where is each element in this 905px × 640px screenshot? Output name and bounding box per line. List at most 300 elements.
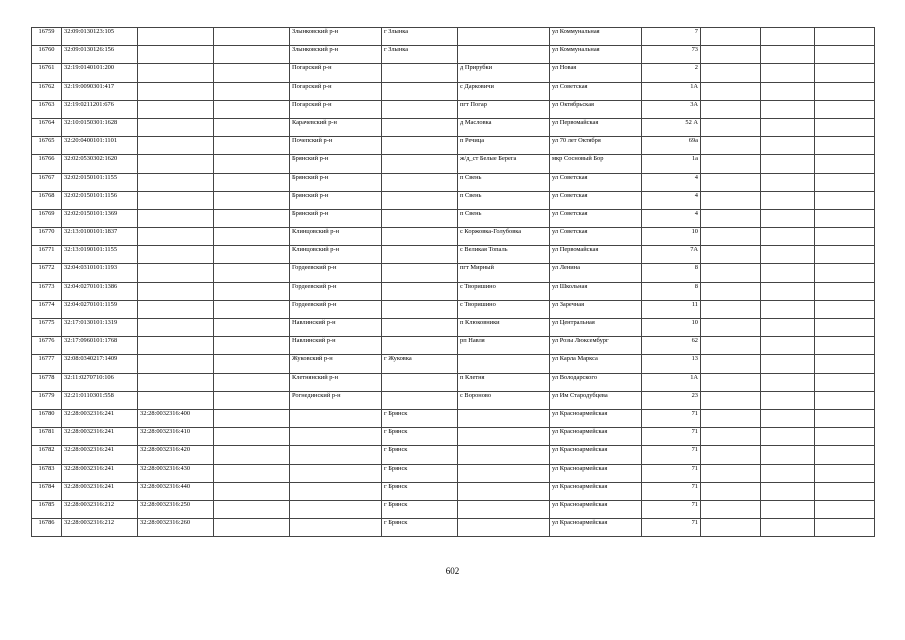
extra-cell — [761, 409, 815, 427]
row-number-cell: 16779 — [32, 391, 62, 409]
street-cell: ул Школьная — [550, 282, 642, 300]
extra-cell — [701, 446, 761, 464]
row-number-cell: 16781 — [32, 428, 62, 446]
cadastral-number-cell: 32:09:0130126:156 — [62, 46, 138, 64]
street-cell: ул Красноармейская — [550, 482, 642, 500]
extra-cell — [815, 209, 875, 227]
cadastral-number-2-cell — [138, 228, 214, 246]
municipality-cell — [214, 464, 290, 482]
cadastral-number-cell: 32:02:0150101:1155 — [62, 173, 138, 191]
district-cell — [290, 428, 382, 446]
extra-cell — [815, 282, 875, 300]
district-cell: Погарский р-н — [290, 82, 382, 100]
municipality-cell — [214, 500, 290, 518]
extra-cell — [815, 300, 875, 318]
extra-cell — [761, 428, 815, 446]
city-cell: г Брянск — [382, 409, 458, 427]
extra-cell — [815, 155, 875, 173]
row-number-cell: 16785 — [32, 500, 62, 518]
extra-cell — [701, 319, 761, 337]
municipality-cell — [214, 409, 290, 427]
cadastral-number-2-cell — [138, 137, 214, 155]
extra-cell — [701, 64, 761, 82]
extra-cell — [761, 64, 815, 82]
settlement-cell: п Свень — [458, 191, 550, 209]
cadastral-number-2-cell — [138, 355, 214, 373]
registry-table — [31, 27, 875, 537]
table-row — [32, 118, 875, 136]
cadastral-number-2-cell — [138, 209, 214, 227]
house-number-cell: 23 — [642, 391, 701, 409]
street-cell: ул Красноармейская — [550, 519, 642, 537]
extra-cell — [815, 64, 875, 82]
table-row — [32, 246, 875, 264]
extra-cell — [701, 209, 761, 227]
cadastral-number-2-cell — [138, 300, 214, 318]
settlement-cell — [458, 428, 550, 446]
extra-cell — [815, 482, 875, 500]
municipality-cell — [214, 191, 290, 209]
page-number: 602 — [445, 566, 460, 576]
extra-cell — [815, 409, 875, 427]
table-row — [32, 46, 875, 64]
table-row — [32, 173, 875, 191]
table-row — [32, 82, 875, 100]
district-cell: Брянский р-н — [290, 155, 382, 173]
extra-cell — [701, 428, 761, 446]
municipality-cell — [214, 391, 290, 409]
row-number-cell: 16767 — [32, 173, 62, 191]
settlement-cell: п Клюковники — [458, 319, 550, 337]
street-cell: ул Октябрьская — [550, 100, 642, 118]
district-cell — [290, 464, 382, 482]
city-cell: г Брянск — [382, 519, 458, 537]
street-cell: ул Им Стародубцева — [550, 391, 642, 409]
cadastral-number-cell: 32:02:0150101:1156 — [62, 191, 138, 209]
cadastral-number-cell: 32:10:0150301:1628 — [62, 118, 138, 136]
cadastral-number-cell: 32:28:0032316:241 — [62, 409, 138, 427]
extra-cell — [761, 82, 815, 100]
extra-cell — [701, 300, 761, 318]
cadastral-number-cell: 32:02:0150101:1369 — [62, 209, 138, 227]
settlement-cell — [458, 500, 550, 518]
street-cell: ул Коммунальная — [550, 28, 642, 46]
cadastral-number-cell: 32:28:0032316:212 — [62, 500, 138, 518]
extra-cell — [761, 173, 815, 191]
extra-cell — [761, 209, 815, 227]
house-number-cell: 71 — [642, 519, 701, 537]
district-cell: Клетнянский р-н — [290, 373, 382, 391]
extra-cell — [701, 373, 761, 391]
extra-cell — [815, 391, 875, 409]
extra-cell — [701, 155, 761, 173]
extra-cell — [701, 118, 761, 136]
table-row — [32, 319, 875, 337]
row-number-cell: 16777 — [32, 355, 62, 373]
city-cell: г Злынка — [382, 28, 458, 46]
cadastral-number-cell: 32:28:0032316:241 — [62, 446, 138, 464]
settlement-cell: п Речица — [458, 137, 550, 155]
row-number-cell: 16773 — [32, 282, 62, 300]
cadastral-number-cell: 32:17:0960101:1768 — [62, 337, 138, 355]
street-cell: ул 70 лет Октября — [550, 137, 642, 155]
row-number-cell: 16764 — [32, 118, 62, 136]
municipality-cell — [214, 100, 290, 118]
street-cell: ул Красноармейская — [550, 428, 642, 446]
house-number-cell: 13 — [642, 355, 701, 373]
house-number-cell: 8 — [642, 264, 701, 282]
extra-cell — [815, 191, 875, 209]
extra-cell — [701, 464, 761, 482]
extra-cell — [761, 191, 815, 209]
district-cell: Клинцовский р-н — [290, 246, 382, 264]
extra-cell — [815, 500, 875, 518]
table-row — [32, 337, 875, 355]
cadastral-number-cell: 32:28:0032316:212 — [62, 519, 138, 537]
district-cell: Навлинский р-н — [290, 337, 382, 355]
settlement-cell — [458, 482, 550, 500]
row-number-cell: 16776 — [32, 337, 62, 355]
settlement-cell: п Свень — [458, 209, 550, 227]
settlement-cell: рп Навля — [458, 337, 550, 355]
street-cell: ул Первомайская — [550, 118, 642, 136]
street-cell: ул Советская — [550, 209, 642, 227]
extra-cell — [815, 137, 875, 155]
city-cell: г Брянск — [382, 500, 458, 518]
extra-cell — [701, 137, 761, 155]
city-cell: г Брянск — [382, 428, 458, 446]
extra-cell — [701, 519, 761, 537]
settlement-cell: п Свень — [458, 173, 550, 191]
district-cell — [290, 409, 382, 427]
extra-cell — [815, 228, 875, 246]
cadastral-number-2-cell: 32:28:0032316:410 — [138, 428, 214, 446]
extra-cell — [815, 428, 875, 446]
house-number-cell: 69а — [642, 137, 701, 155]
municipality-cell — [214, 482, 290, 500]
cadastral-number-2-cell — [138, 64, 214, 82]
cadastral-number-cell: 32:08:0340217:1409 — [62, 355, 138, 373]
settlement-cell: п Клетня — [458, 373, 550, 391]
street-cell: ул Розы Люксембург — [550, 337, 642, 355]
extra-cell — [815, 118, 875, 136]
cadastral-number-2-cell — [138, 155, 214, 173]
row-number-cell: 16763 — [32, 100, 62, 118]
extra-cell — [761, 28, 815, 46]
district-cell: Гордеевский р-н — [290, 300, 382, 318]
table-row — [32, 300, 875, 318]
extra-cell — [761, 319, 815, 337]
row-number-cell: 16761 — [32, 64, 62, 82]
house-number-cell: 71 — [642, 446, 701, 464]
extra-cell — [701, 282, 761, 300]
cadastral-number-2-cell: 32:28:0032316:400 — [138, 409, 214, 427]
extra-cell — [761, 46, 815, 64]
district-cell — [290, 519, 382, 537]
cadastral-number-2-cell — [138, 173, 214, 191]
row-number-cell: 16784 — [32, 482, 62, 500]
municipality-cell — [214, 300, 290, 318]
street-cell: ул Красноармейская — [550, 500, 642, 518]
house-number-cell: 1А — [642, 373, 701, 391]
house-number-cell: 4 — [642, 191, 701, 209]
house-number-cell: 3А — [642, 100, 701, 118]
cadastral-number-cell: 32:28:0032316:241 — [62, 464, 138, 482]
city-cell — [382, 155, 458, 173]
cadastral-number-cell: 32:19:0090301:417 — [62, 82, 138, 100]
city-cell: г Жуковка — [382, 355, 458, 373]
extra-cell — [761, 519, 815, 537]
row-number-cell: 16780 — [32, 409, 62, 427]
row-number-cell: 16775 — [32, 319, 62, 337]
cadastral-number-cell: 32:28:0032316:241 — [62, 428, 138, 446]
extra-cell — [815, 246, 875, 264]
settlement-cell: д Прирубки — [458, 64, 550, 82]
registry-table-body — [32, 28, 875, 537]
city-cell — [382, 173, 458, 191]
district-cell: Брянский р-н — [290, 191, 382, 209]
street-cell: ул Советская — [550, 228, 642, 246]
municipality-cell — [214, 246, 290, 264]
extra-cell — [701, 46, 761, 64]
extra-cell — [701, 500, 761, 518]
cadastral-number-2-cell: 32:28:0032316:430 — [138, 464, 214, 482]
cadastral-number-cell: 32:21:0110301:558 — [62, 391, 138, 409]
cadastral-number-cell: 32:04:0310101:1193 — [62, 264, 138, 282]
municipality-cell — [214, 337, 290, 355]
cadastral-number-2-cell: 32:28:0032316:420 — [138, 446, 214, 464]
extra-cell — [761, 137, 815, 155]
cadastral-number-2-cell — [138, 391, 214, 409]
extra-cell — [761, 264, 815, 282]
cadastral-number-2-cell: 32:28:0032316:260 — [138, 519, 214, 537]
extra-cell — [815, 173, 875, 191]
table-row — [32, 282, 875, 300]
settlement-cell — [458, 409, 550, 427]
extra-cell — [701, 100, 761, 118]
cadastral-number-2-cell — [138, 191, 214, 209]
extra-cell — [815, 355, 875, 373]
district-cell: Навлинский р-н — [290, 319, 382, 337]
street-cell: ул Советская — [550, 191, 642, 209]
city-cell — [382, 391, 458, 409]
extra-cell — [701, 228, 761, 246]
table-row — [32, 209, 875, 227]
street-cell: ул Советская — [550, 173, 642, 191]
city-cell — [382, 64, 458, 82]
cadastral-number-2-cell — [138, 82, 214, 100]
extra-cell — [701, 409, 761, 427]
district-cell: Гордеевский р-н — [290, 282, 382, 300]
house-number-cell: 52 А — [642, 118, 701, 136]
table-row — [32, 264, 875, 282]
district-cell: Карачевский р-н — [290, 118, 382, 136]
cadastral-number-cell: 32:02:0530302:1620 — [62, 155, 138, 173]
cadastral-number-2-cell: 32:28:0032316:250 — [138, 500, 214, 518]
settlement-cell — [458, 355, 550, 373]
city-cell: г Брянск — [382, 464, 458, 482]
table-row — [32, 519, 875, 537]
extra-cell — [815, 46, 875, 64]
municipality-cell — [214, 82, 290, 100]
cadastral-number-2-cell — [138, 46, 214, 64]
municipality-cell — [214, 519, 290, 537]
cadastral-number-2-cell — [138, 264, 214, 282]
street-cell: ул Новая — [550, 64, 642, 82]
district-cell: Почепский р-н — [290, 137, 382, 155]
extra-cell — [761, 355, 815, 373]
district-cell: Погарский р-н — [290, 64, 382, 82]
municipality-cell — [214, 428, 290, 446]
extra-cell — [761, 100, 815, 118]
table-row — [32, 228, 875, 246]
table-row — [32, 428, 875, 446]
municipality-cell — [214, 209, 290, 227]
city-cell: г Брянск — [382, 446, 458, 464]
street-cell: мкр Сосновый Бор — [550, 155, 642, 173]
table-row — [32, 100, 875, 118]
extra-cell — [701, 28, 761, 46]
table-row — [32, 482, 875, 500]
district-cell: Жуковский р-н — [290, 355, 382, 373]
municipality-cell — [214, 155, 290, 173]
extra-cell — [701, 391, 761, 409]
cadastral-number-cell: 32:13:0190101:1155 — [62, 246, 138, 264]
street-cell: ул Красноармейская — [550, 446, 642, 464]
settlement-cell: с Великая Топаль — [458, 246, 550, 264]
extra-cell — [761, 446, 815, 464]
row-number-cell: 16770 — [32, 228, 62, 246]
cadastral-number-cell: 32:19:0140101:200 — [62, 64, 138, 82]
table-row — [32, 446, 875, 464]
cadastral-number-2-cell — [138, 373, 214, 391]
house-number-cell: 10 — [642, 319, 701, 337]
table-row — [32, 64, 875, 82]
extra-cell — [701, 173, 761, 191]
table-row — [32, 464, 875, 482]
street-cell: ул Первомайская — [550, 246, 642, 264]
cadastral-number-cell: 32:11:0270710:106 — [62, 373, 138, 391]
street-cell: ул Центральная — [550, 319, 642, 337]
extra-cell — [761, 464, 815, 482]
row-number-cell: 16766 — [32, 155, 62, 173]
city-cell — [382, 319, 458, 337]
row-number-cell: 16782 — [32, 446, 62, 464]
extra-cell — [701, 246, 761, 264]
cadastral-number-2-cell — [138, 319, 214, 337]
house-number-cell: 71 — [642, 409, 701, 427]
extra-cell — [761, 482, 815, 500]
municipality-cell — [214, 264, 290, 282]
row-number-cell: 16772 — [32, 264, 62, 282]
row-number-cell: 16786 — [32, 519, 62, 537]
extra-cell — [815, 446, 875, 464]
extra-cell — [701, 337, 761, 355]
house-number-cell: 8 — [642, 282, 701, 300]
house-number-cell: 71 — [642, 500, 701, 518]
extra-cell — [761, 337, 815, 355]
city-cell — [382, 209, 458, 227]
house-number-cell: 1а — [642, 155, 701, 173]
settlement-cell — [458, 46, 550, 64]
municipality-cell — [214, 355, 290, 373]
municipality-cell — [214, 446, 290, 464]
settlement-cell: пгт Погар — [458, 100, 550, 118]
table-row — [32, 373, 875, 391]
city-cell: г Злынка — [382, 46, 458, 64]
settlement-cell: д Масловка — [458, 118, 550, 136]
row-number-cell: 16768 — [32, 191, 62, 209]
row-number-cell: 16762 — [32, 82, 62, 100]
settlement-cell: с Творишино — [458, 300, 550, 318]
house-number-cell: 4 — [642, 209, 701, 227]
municipality-cell — [214, 28, 290, 46]
table-row — [32, 155, 875, 173]
settlement-cell: ж/д_ст Белые Берега — [458, 155, 550, 173]
extra-cell — [761, 282, 815, 300]
table-row — [32, 191, 875, 209]
settlement-cell: с Дарковичи — [458, 82, 550, 100]
cadastral-number-2-cell — [138, 28, 214, 46]
cadastral-number-2-cell — [138, 100, 214, 118]
house-number-cell: 10 — [642, 228, 701, 246]
extra-cell — [701, 191, 761, 209]
city-cell — [382, 100, 458, 118]
extra-cell — [815, 337, 875, 355]
settlement-cell — [458, 464, 550, 482]
settlement-cell — [458, 28, 550, 46]
extra-cell — [815, 264, 875, 282]
table-row — [32, 28, 875, 46]
district-cell: Гордеевский р-н — [290, 264, 382, 282]
city-cell — [382, 282, 458, 300]
row-number-cell: 16765 — [32, 137, 62, 155]
extra-cell — [701, 482, 761, 500]
cadastral-number-2-cell — [138, 246, 214, 264]
settlement-cell: с Вороново — [458, 391, 550, 409]
cadastral-number-cell: 32:17:0130101:1319 — [62, 319, 138, 337]
extra-cell — [815, 464, 875, 482]
municipality-cell — [214, 64, 290, 82]
extra-cell — [815, 373, 875, 391]
district-cell: Злынковский р-н — [290, 28, 382, 46]
extra-cell — [761, 373, 815, 391]
street-cell: ул Советская — [550, 82, 642, 100]
extra-cell — [761, 155, 815, 173]
extra-cell — [701, 82, 761, 100]
house-number-cell: 71 — [642, 482, 701, 500]
settlement-cell — [458, 519, 550, 537]
city-cell — [382, 118, 458, 136]
district-cell: Злынковский р-н — [290, 46, 382, 64]
extra-cell — [815, 319, 875, 337]
house-number-cell: 73 — [642, 46, 701, 64]
table-row — [32, 409, 875, 427]
district-cell — [290, 500, 382, 518]
settlement-cell: с Творишино — [458, 282, 550, 300]
municipality-cell — [214, 282, 290, 300]
extra-cell — [815, 519, 875, 537]
street-cell: ул Красноармейская — [550, 409, 642, 427]
municipality-cell — [214, 118, 290, 136]
house-number-cell: 62 — [642, 337, 701, 355]
city-cell: г Брянск — [382, 482, 458, 500]
district-cell: Брянский р-н — [290, 209, 382, 227]
table-row — [32, 355, 875, 373]
street-cell: ул Коммунальная — [550, 46, 642, 64]
row-number-cell: 16769 — [32, 209, 62, 227]
extra-cell — [815, 100, 875, 118]
